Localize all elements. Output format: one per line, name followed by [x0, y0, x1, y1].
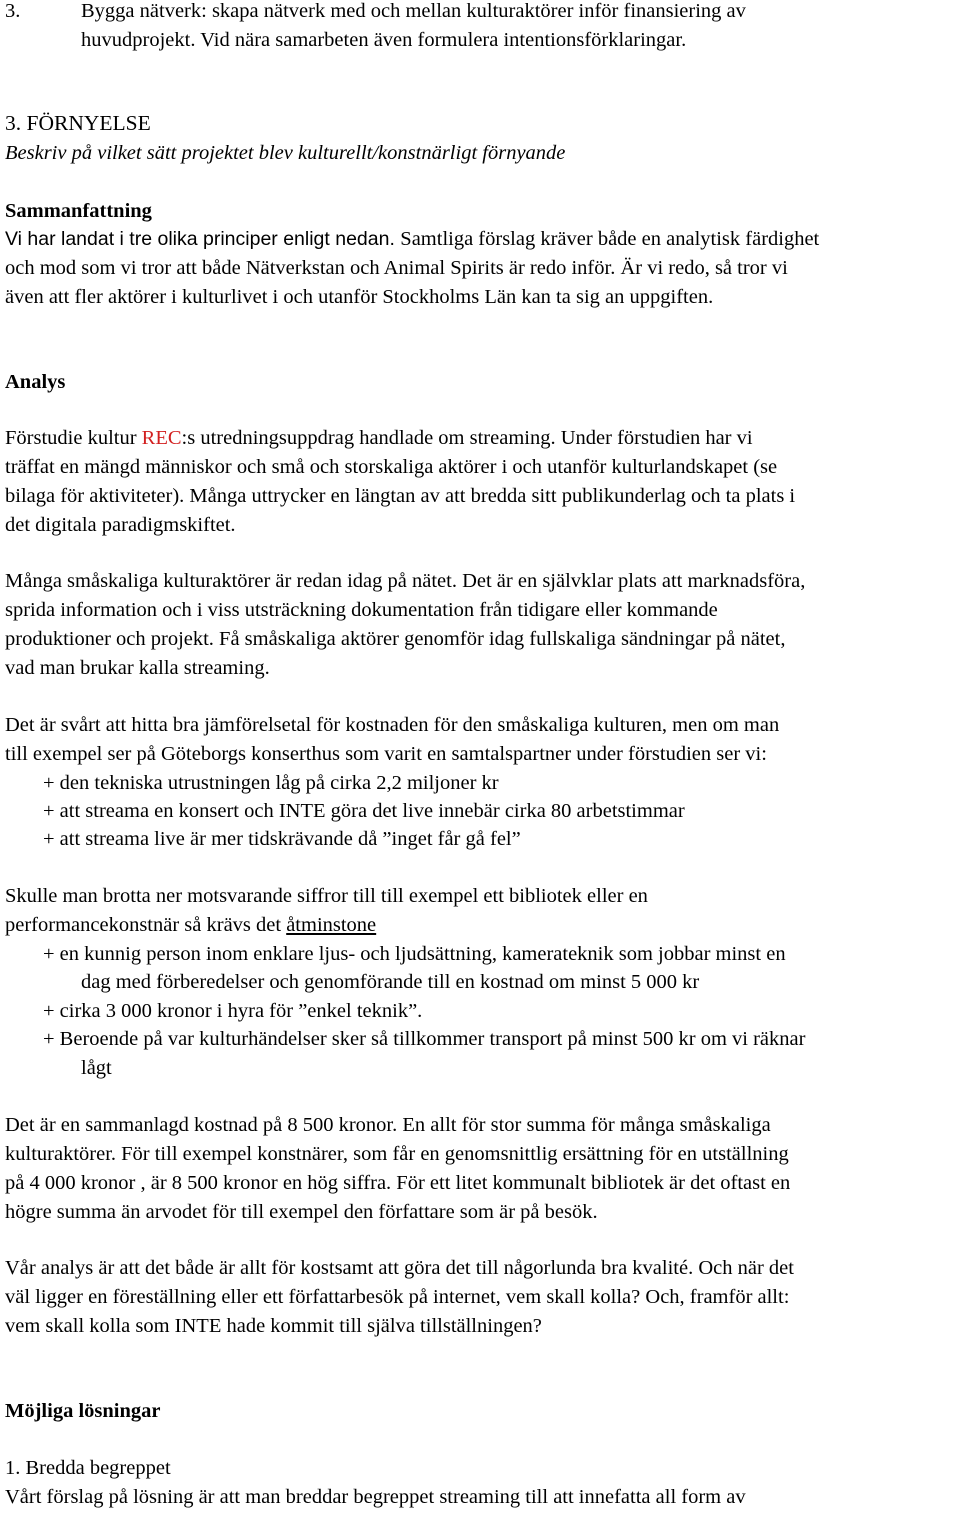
paragraph-line: vad man brukar kalla streaming. — [5, 657, 270, 679]
summary-line: även att fler aktörer i kulturlivet i och utanför Stockholms Län kan ta sig an uppgiften. — [5, 286, 714, 308]
paragraph-line: Vår analys är att det både är allt för kostsamt att göra det till någorlunda bra kvalité. Och när det — [5, 1257, 794, 1279]
rec-highlight: REC — [141, 427, 182, 449]
paragraph-line: på 4 000 kronor , är 8 500 kronor en hög siffra. För ett litet kommunalt bibliotek är det oftast en — [5, 1172, 791, 1194]
paragraph-line: sprida information och i viss utsträckning dokumentation från tidigare eller kommande — [5, 599, 718, 621]
section-heading: 3. FÖRNYELSE — [5, 111, 151, 135]
bullet-item: + en kunnig person inom enklare ljus- och ljudsättning, kamerateknik som jobbar minst en — [43, 943, 786, 965]
paragraph-line: Många småskaliga kulturaktörer är redan idag på nätet. Det är en självklar plats att marknadsföra, — [5, 570, 806, 592]
analysis-heading: Analys — [5, 371, 66, 393]
paragraph-line: produktioner och projekt. Få småskaliga aktörer genomför idag fullskaliga sändningar på nätet, — [5, 628, 786, 650]
list-number: 3. — [5, 0, 21, 22]
text-run: :s utredningsuppdrag handlade om streaming. Under förstudien har vi — [181, 427, 753, 449]
paragraph-line: bilaga för aktiviteter). Många uttrycker en längtan av att bredda sitt publikunderlag och ta plats i — [5, 485, 796, 507]
paragraph-line — [5, 424, 753, 453]
bullet-item: + den tekniska utrustningen låg på cirka 2,2 miljoner kr — [43, 772, 499, 794]
text-run: performancekonstnär så krävs det — [5, 914, 287, 936]
section-prompt: Beskriv på vilket sätt projektet blev kulturellt/konstnärligt förnyande — [5, 142, 566, 164]
bullet-item-continuation: lågt — [81, 1057, 112, 1079]
bullet-item: + att streama live är mer tidskrävande då ”inget får gå fel” — [43, 828, 521, 850]
paragraph-line: Det är en sammanlagd kostnad på 8 500 kronor. En allt för stor summa för många småskaliga — [5, 1114, 771, 1136]
bullet-item: + cirka 3 000 kronor i hyra för ”enkel teknik”. — [43, 1000, 423, 1022]
paragraph-line: till exempel ser på Göteborgs konserthus som varit en samtalspartner under förstudien ser vi: — [5, 743, 767, 765]
paragraph-line: väl ligger en föreställning eller ett författarbesök på internet, vem skall kolla? Och, framför allt: — [5, 1286, 790, 1308]
paragraph-line: vem skall kolla som INTE hade kommit till själva tillställningen? — [5, 1315, 542, 1337]
list-item-text-line: huvudprojekt. Vid nära samarbeten även formulera intentionsförklaringar. — [81, 29, 687, 51]
paragraph-line: Det är svårt att hitta bra jämförelsetal för kostnaden för den småskaliga kulturen, men om man — [5, 714, 780, 736]
paragraph-line — [5, 911, 376, 940]
paragraph-line: det digitala paradigmskiftet. — [5, 514, 236, 536]
paragraph-line: kulturaktörer. För till exempel konstnärer, som får en genomsnittlig ersättning för en utställning — [5, 1143, 789, 1165]
summary-sans-text: Vi har landat i tre olika principer enligt nedan. — [5, 228, 401, 250]
summary-line — [5, 225, 819, 254]
bullet-item: + att streama en konsert och INTE göra det live innebär cirka 80 arbetstimmar — [43, 800, 685, 822]
summary-heading: Sammanfattning — [5, 200, 152, 222]
paragraph-line: Skulle man brotta ner motsvarande siffror till till exempel ett bibliotek eller en — [5, 885, 648, 907]
solution-item-title: 1. Bredda begreppet — [5, 1457, 171, 1479]
paragraph-line: högre summa än arvodet för till exempel den författare som är på besök. — [5, 1201, 598, 1223]
summary-serif-text: Samtliga förslag kräver både en analytisk färdighet — [400, 228, 820, 250]
text-run: Förstudie kultur — [5, 427, 142, 449]
bullet-item-continuation: dag med förberedelser och genomförande till en kostnad om minst 5 000 kr — [81, 971, 700, 993]
underlined-word: åtminstone — [286, 914, 377, 936]
solutions-heading: Möjliga lösningar — [5, 1400, 161, 1422]
paragraph-line: Vårt förslag på lösning är att man breddar begreppet streaming till att innefatta all form av — [5, 1486, 746, 1508]
list-item-text-line: Bygga nätverk: skapa nätverk med och mellan kulturaktörer inför finansiering av — [81, 0, 746, 22]
paragraph-line: träffat en mängd människor och små och storskaliga aktörer i och utanför kulturlandskapet (se — [5, 456, 778, 478]
summary-line: och mod som vi tror att både Nätverkstan och Animal Spirits är redo inför. Är vi redo, så tror vi — [5, 257, 788, 279]
bullet-item: + Beroende på var kulturhändelser sker så tillkommer transport på minst 500 kr om vi räknar — [43, 1028, 806, 1050]
